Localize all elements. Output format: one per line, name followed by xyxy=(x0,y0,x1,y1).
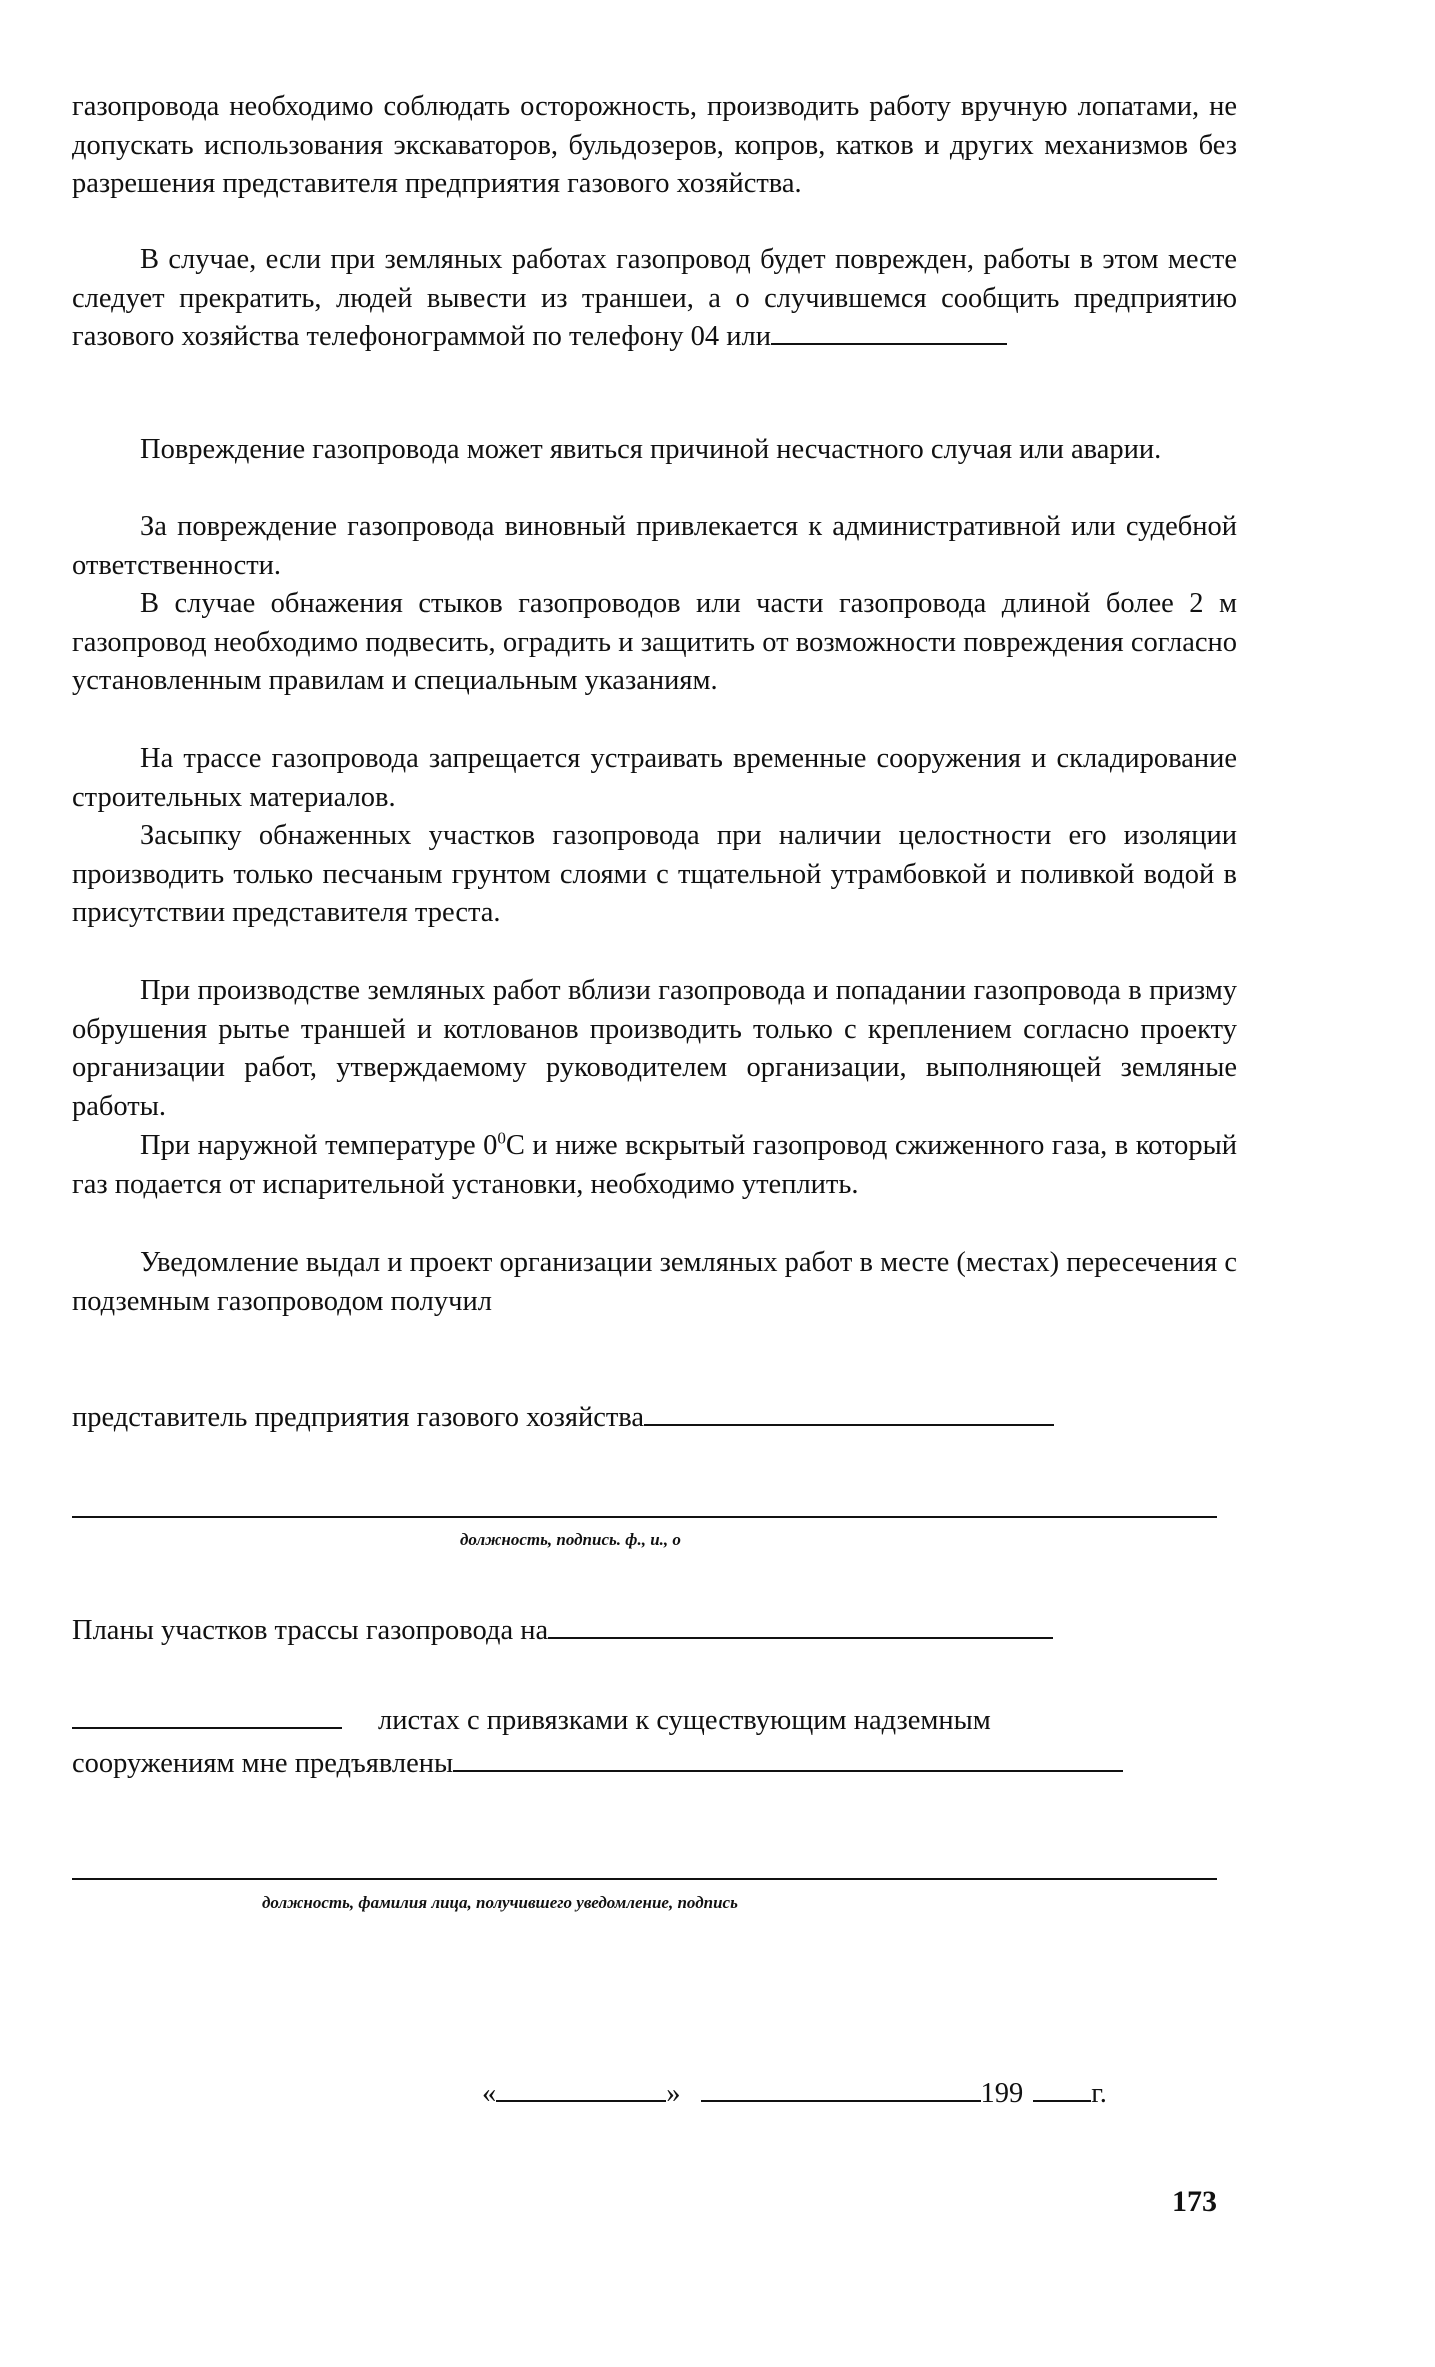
representative-label: представитель предприятия газового хозяйства xyxy=(72,1402,645,1433)
paragraph-notice-issued: Уведомление выдал и проект организации земляных работ в месте (местах) пересечения с подземным газопроводом получил xyxy=(72,1247,1238,1317)
phone-blank-line xyxy=(771,342,1007,345)
date-month-field[interactable] xyxy=(701,2099,981,2102)
paragraph-exposed-joints: В случае обнажения стыков газопроводов или части газопровода длиной более 2 м газопровод необходимо подвесить, оградить и защитить от возможности повреждения согласно установленным правилам и специальным указаниям. xyxy=(72,588,1237,696)
year-suffix: г. xyxy=(1091,2078,1107,2109)
representative-row xyxy=(72,1402,1054,1434)
plans-label: Планы участков трассы газопровода на xyxy=(72,1615,549,1646)
page-number: 173 xyxy=(1172,2185,1217,2218)
paragraph-backfill: Засыпку обнаженных участков газопровода при наличии целостности его изоляции производить только песчаным грунтом слоями с тщательной утрамбовкой и поливкой водой в присутствии представителя треста. xyxy=(72,820,1237,928)
date-close-quote: » xyxy=(666,2078,681,2109)
plans-field[interactable] xyxy=(548,1636,1053,1639)
position-signature-caption: должность, подпись. ф., и., о xyxy=(460,1530,681,1549)
year-prefix: 199 xyxy=(980,2078,1024,2109)
shown-label: сооружениям мне предъявлены xyxy=(72,1748,454,1779)
paragraph-accident: Повреждение газопровода может явиться причиной несчастного случая или аварии. xyxy=(140,434,1162,465)
paragraph-trench-support: При производстве земляных работ вблизи газопровода и попадании газопровода в призму обрушения рытье траншей и котлованов производить только с креплением согласно проекту организации работ, утверждаемому руководителем организации, выполняющей земляные работы. xyxy=(72,975,1237,1122)
paragraph-insulation-text-b: С и ниже вскрытый газопровод сжиженного газа, в который газ подается от испарительной установки, необходимо утеплить. xyxy=(72,1130,1237,1200)
shown-row xyxy=(72,1748,1123,1780)
date-open-quote: « xyxy=(482,2078,497,2109)
shown-field[interactable] xyxy=(453,1769,1123,1772)
degree-superscript: 0 xyxy=(497,1128,506,1148)
paragraph-damage-report-text: В случае, если при земляных работах газопровод будет поврежден, работы в этом месте следует прекратить, людей вывести из траншеи, а о случившемся сообщить предприятию газового хозяйства телефонограммой по телефону 04 или xyxy=(72,244,1237,352)
paragraph-route-restrictions: На трассе газопровода запрещается устраивать временные сооружения и складирование строительных материалов. xyxy=(72,743,1237,813)
position-signature-line[interactable] xyxy=(72,1516,1217,1518)
paragraph-damage-report xyxy=(72,241,1237,357)
paragraph-insulation-text-a: При наружной температуре 0 xyxy=(140,1130,498,1161)
recipient-signature-caption: должность, фамилия лица, получившего уведомление, подпись xyxy=(262,1893,738,1912)
recipient-signature-line[interactable] xyxy=(72,1878,1217,1880)
paragraph-insulation xyxy=(72,1127,1237,1204)
sheets-count-field[interactable] xyxy=(72,1726,342,1729)
date-year-field[interactable] xyxy=(1033,2099,1091,2102)
sheets-label: листах с привязками к существующим надземным xyxy=(378,1705,991,1736)
representative-signature-field[interactable] xyxy=(644,1423,1054,1426)
paragraph-precaution: газопровода необходимо соблюдать осторожность, производить работу вручную лопатами, не допускать использования экскаваторов, бульдозеров, копров, катков и других механизмов без разрешения представителя предприятия газового хозяйства. xyxy=(72,91,1237,199)
date-day-field[interactable] xyxy=(496,2099,666,2102)
sheets-row xyxy=(72,1705,991,1737)
plans-row xyxy=(72,1615,1053,1647)
date-row xyxy=(482,2078,1107,2110)
paragraph-liability: За повреждение газопровода виновный привлекается к административной или судебной ответственности. xyxy=(72,511,1237,581)
